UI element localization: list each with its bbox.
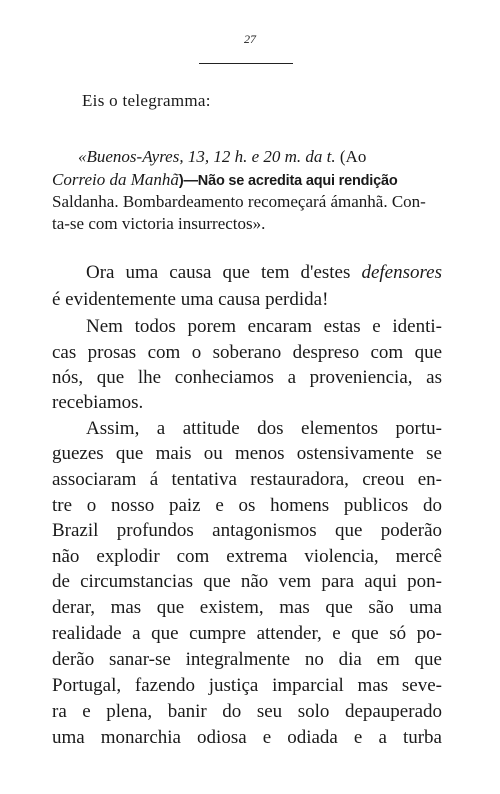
- text-line: realidade a que cumpre attender, e que só po-: [52, 623, 442, 644]
- text-line: Nem todos porem encaram estas e identi-: [86, 316, 442, 337]
- page-number: 27: [244, 32, 256, 46]
- text-line: guezes que mais ou menos ostensivamente se: [52, 443, 442, 464]
- text-line: uma monarchia odiosa e odiada e a turba: [52, 727, 442, 748]
- text-line: ra e plena, banir do seu solo depauperado: [52, 701, 442, 722]
- telegram-text: (Ao: [335, 147, 367, 166]
- text-line: Brazil profundos antagonismos que poderão: [52, 520, 442, 541]
- text-line: derão sanar-se integralmente no dia em que: [52, 649, 442, 670]
- telegram-line: [78, 147, 366, 167]
- text-line: é evidentemente uma causa perdida!: [52, 289, 329, 310]
- telegram-line: ta-se com victoria insurrectos».: [52, 214, 266, 233]
- text-line: nós, que lhe conheciamos a proveniencia, as: [52, 367, 442, 388]
- text-line: Portugal, fazendo justiça imparcial mas seve-: [52, 675, 442, 696]
- telegram-line: [52, 170, 398, 190]
- text-line: de circumstancias que não vem para aqui pon-: [52, 571, 442, 592]
- text-line: [86, 262, 442, 284]
- emphasis-defensores: defensores: [361, 262, 442, 283]
- text-line: tre o nosso paiz e os homens publicos do: [52, 495, 442, 516]
- text-line: Assim, a attitude dos elementos portu-: [86, 418, 442, 439]
- telegram-intro: Eis o telegramma:: [82, 91, 211, 110]
- telegram-text: )—Não se acredita aqui rendição: [178, 173, 398, 189]
- text-line: derar, mas que existem, mas que são uma: [52, 597, 442, 618]
- text-line: cas prosas com o soberano despreso com que: [52, 342, 442, 363]
- text-line: associaram á tentativa restauradora, creou en-: [52, 469, 442, 490]
- text-line: não explodir com extrema violencia, mercê: [52, 546, 442, 567]
- text-span: Ora uma causa que tem d'estes: [86, 262, 362, 283]
- header-rule: [199, 63, 293, 64]
- text-line: recebiamos.: [52, 392, 144, 413]
- telegram-line: Saldanha. Bombardeamento recomeçará ámanhã. Con-: [52, 192, 426, 211]
- telegram-newspaper: Correio da Manhã: [52, 170, 179, 189]
- telegram-dateline: «Buenos-Ayres, 13, 12 h. e 20 m. da t.: [78, 147, 336, 166]
